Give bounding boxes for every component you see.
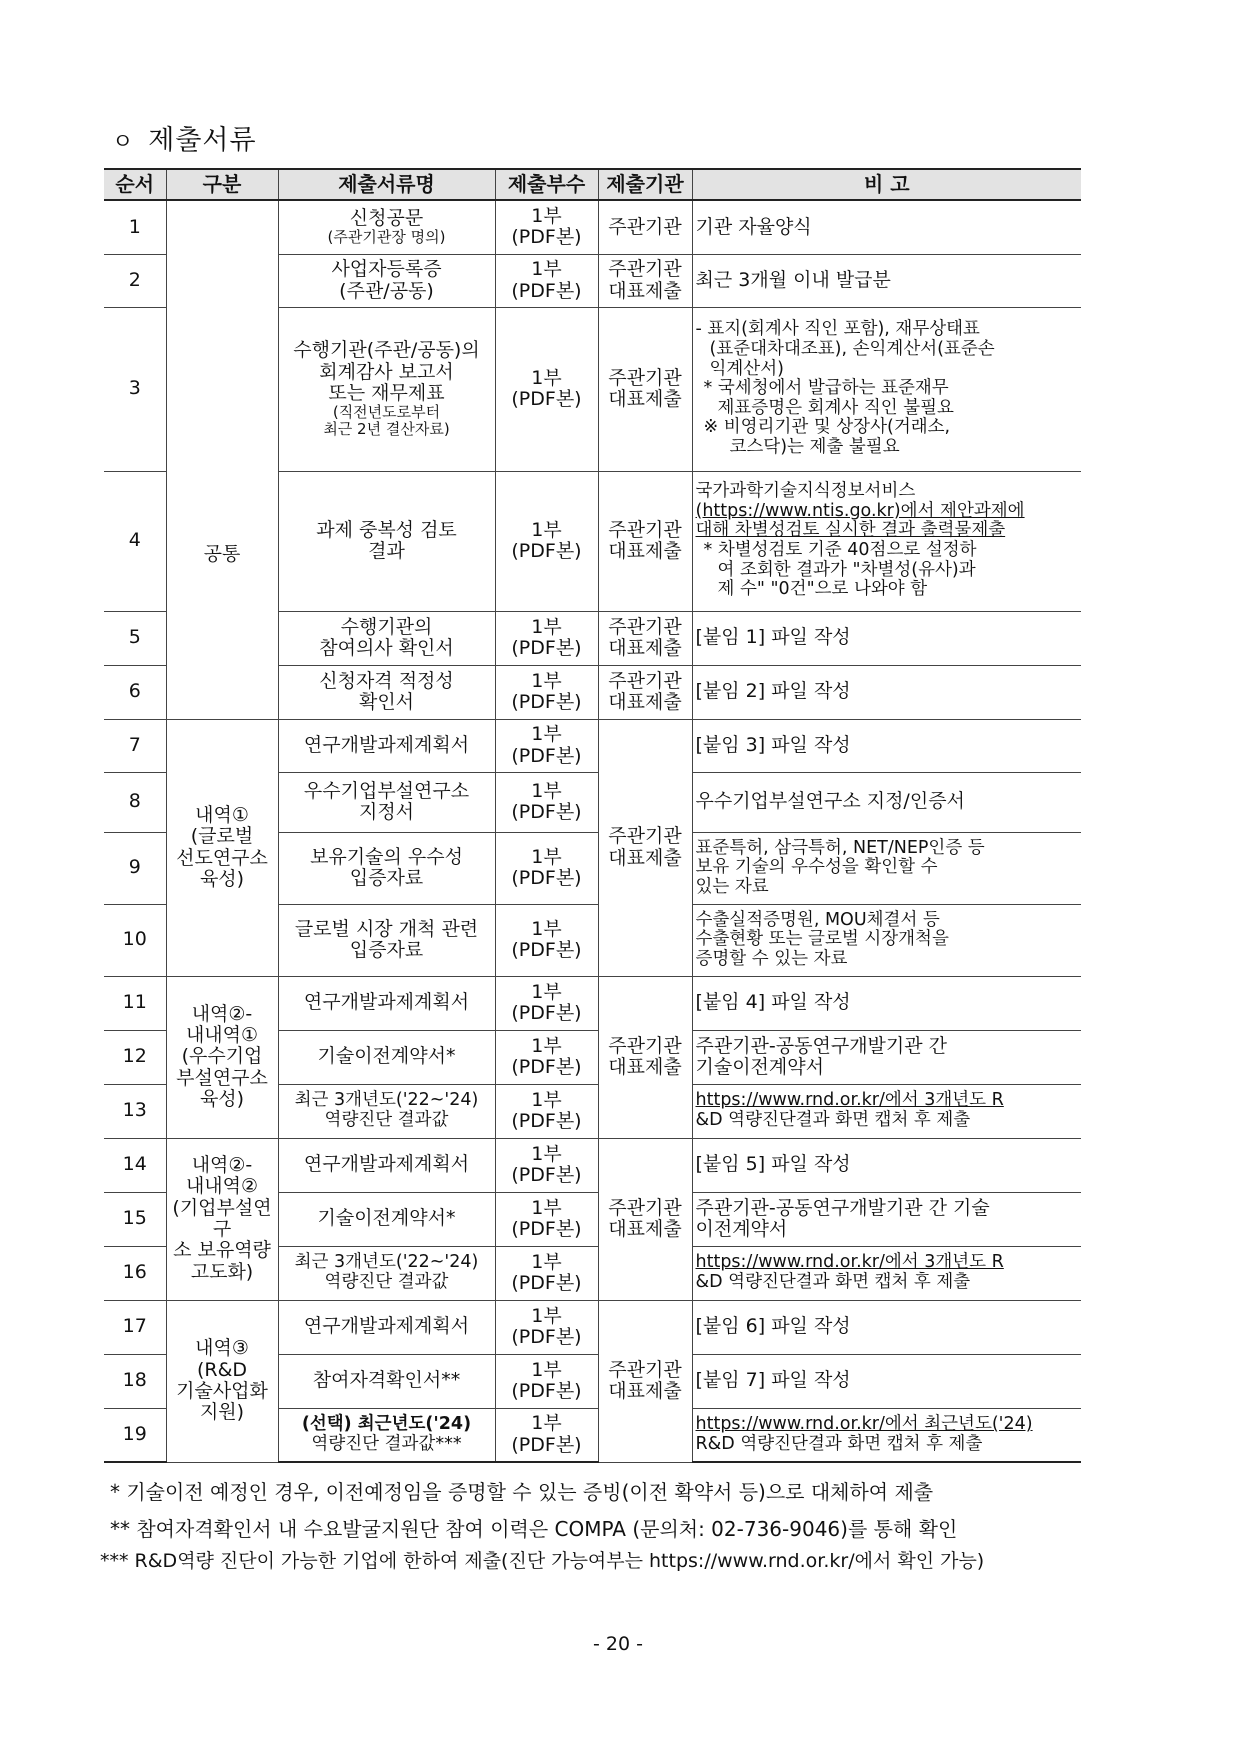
- copies: 1부 (PDF본): [495, 832, 598, 904]
- copies: 1부 (PDF본): [495, 976, 598, 1030]
- document-name: 연구개발과제계획서: [278, 719, 495, 772]
- remarks: [붙임 5] 파일 작성: [692, 1138, 1081, 1192]
- document-name: 최근 3개년도('22~'24) 역량진단 결과값: [278, 1084, 495, 1138]
- submission-documents-table: [104, 168, 1081, 1463]
- remarks: [붙임 4] 파일 작성: [692, 976, 1081, 1030]
- document-name: 과제 중복성 검토 결과: [278, 471, 495, 611]
- table-row: [104, 1300, 1081, 1354]
- footnote-2: ** 참여자격확인서 내 수요발굴지원단 참여 이력은 COMPA (문의처: 02-736-9046)를 통해 확인: [110, 1517, 958, 1541]
- row-number: 8: [104, 772, 166, 832]
- category-group-4: 내역③ (R&D 기술사업화 지원): [166, 1300, 278, 1462]
- submitting-org: 주관기관 대표제출: [598, 1300, 692, 1462]
- row-number: 18: [104, 1354, 166, 1408]
- document-name: 신청자격 적정성 확인서: [278, 665, 495, 719]
- copies: 1부 (PDF본): [495, 1084, 598, 1138]
- remarks: [붙임 7] 파일 작성: [692, 1354, 1081, 1408]
- remarks: - 표지(회계사 직인 포함), 재무상태표 (표준대차대조표), 손익계산서(표준손 익계산서) * 국세청에서 발급하는 표준재무 제표증명은 회계사 직인 불필요 ※ 비영리기관 및 상장사(거래소, 코스닥)는 제출 불필요: [692, 307, 1081, 471]
- row-number: 17: [104, 1300, 166, 1354]
- row-number: 12: [104, 1030, 166, 1084]
- copies: 1부 (PDF본): [495, 665, 598, 719]
- remarks: 주관기관-공동연구개발기관 간 기술 이전계약서: [692, 1192, 1081, 1246]
- copies: 1부 (PDF본): [495, 1138, 598, 1192]
- header-category: 구분: [166, 169, 278, 200]
- submitting-org: 주관기관 대표제출: [598, 611, 692, 665]
- document-name: 기술이전계약서*: [278, 1192, 495, 1246]
- remarks: https://www.rnd.or.kr/에서 3개년도 R &D 역량진단결과 화면 캡처 후 제출: [692, 1246, 1081, 1300]
- remarks: [붙임 3] 파일 작성: [692, 719, 1081, 772]
- table-header-row: [104, 169, 1081, 200]
- row-number: 10: [104, 904, 166, 976]
- row-number: 19: [104, 1408, 166, 1462]
- category-group-2: 내역②- 내내역① (우수기업 부설연구소 육성): [166, 976, 278, 1138]
- copies: 1부 (PDF본): [495, 254, 598, 307]
- document-name: 연구개발과제계획서: [278, 1138, 495, 1192]
- category-common: 공통: [166, 200, 278, 719]
- row-number: 3: [104, 307, 166, 471]
- header-remarks: 비 고: [692, 169, 1081, 200]
- copies: 1부 (PDF본): [495, 1408, 598, 1462]
- row-number: 16: [104, 1246, 166, 1300]
- header-copies: 제출부수: [495, 169, 598, 200]
- submitting-org: 주관기관 대표제출: [598, 471, 692, 611]
- submitting-org: 주관기관 대표제출: [598, 254, 692, 307]
- copies: 1부 (PDF본): [495, 1246, 598, 1300]
- remarks: 기관 자율양식: [692, 200, 1081, 254]
- heading-bullet: ㅇ: [112, 130, 135, 155]
- remarks: 우수기업부설연구소 지정/인증서: [692, 772, 1081, 832]
- header-submitting-org: 제출기관: [598, 169, 692, 200]
- row-number: 14: [104, 1138, 166, 1192]
- category-group-1: 내역① (글로벌 선도연구소 육성): [166, 719, 278, 976]
- remarks: 국가과학기술지식정보서비스 (https://www.ntis.go.kr)에서 제안과제에 대해 차별성검토 실시한 결과 출력물제출 * 차별성검토 기준 40점으로 설정하 여 조회한 결과가 "차별성(유사)과 제 수" "0건"으로 나와야 함: [692, 471, 1081, 611]
- document-name: 사업자등록증 (주관/공동): [278, 254, 495, 307]
- row-number: 11: [104, 976, 166, 1030]
- copies: 1부 (PDF본): [495, 719, 598, 772]
- footnote-1: * 기술이전 예정인 경우, 이전예정임을 증명할 수 있는 증빙(이전 확약서 등)으로 대체하여 제출: [110, 1480, 934, 1504]
- table-row: [104, 719, 1081, 772]
- remarks: https://www.rnd.or.kr/에서 3개년도 R &D 역량진단결과 화면 캡처 후 제출: [692, 1084, 1081, 1138]
- copies: 1부 (PDF본): [495, 1300, 598, 1354]
- document-name: 수행기관(주관/공동)의 회계감사 보고서 또는 재무제표 (직전년도로부터 최근 2년 결산자료): [278, 307, 495, 471]
- section-title: 제출서류: [148, 125, 257, 156]
- header-order: 순서: [104, 169, 166, 200]
- row-number: 13: [104, 1084, 166, 1138]
- copies: 1부 (PDF본): [495, 471, 598, 611]
- submitting-org: 주관기관 대표제출: [598, 719, 692, 976]
- remarks: 표준특허, 삼극특허, NET/NEP인증 등 보유 기술의 우수성을 확인할 수 있는 자료: [692, 832, 1081, 904]
- row-number: 9: [104, 832, 166, 904]
- table-row: [104, 1138, 1081, 1192]
- copies: 1부 (PDF본): [495, 611, 598, 665]
- row-number: 4: [104, 471, 166, 611]
- copies: 1부 (PDF본): [495, 200, 598, 254]
- row-number: 2: [104, 254, 166, 307]
- remarks: https://www.rnd.or.kr/에서 최근년도('24) R&D 역량진단결과 화면 캡처 후 제출: [692, 1408, 1081, 1462]
- remarks: [붙임 6] 파일 작성: [692, 1300, 1081, 1354]
- copies: 1부 (PDF본): [495, 1192, 598, 1246]
- remarks: 최근 3개월 이내 발급분: [692, 254, 1081, 307]
- table-row: [104, 200, 1081, 254]
- document-name: (선택) 최근년도('24) 역량진단 결과값***: [278, 1408, 495, 1462]
- footnote-3: *** R&D역량 진단이 가능한 기업에 한하여 제출(진단 가능여부는 https://www.rnd.or.kr/에서 확인 가능): [100, 1550, 985, 1572]
- section-heading: [112, 118, 257, 157]
- remarks: 수출실적증명원, MOU체결서 등 수출현황 또는 글로벌 시장개척을 증명할 수 있는 자료: [692, 904, 1081, 976]
- copies: 1부 (PDF본): [495, 1354, 598, 1408]
- copies: 1부 (PDF본): [495, 307, 598, 471]
- document-name: 최근 3개년도('22~'24) 역량진단 결과값: [278, 1246, 495, 1300]
- document-name: 연구개발과제계획서: [278, 1300, 495, 1354]
- submitting-org: 주관기관 대표제출: [598, 307, 692, 471]
- row-number: 6: [104, 665, 166, 719]
- document-name: 참여자격확인서**: [278, 1354, 495, 1408]
- document-name: 수행기관의 참여의사 확인서: [278, 611, 495, 665]
- remarks: 주관기관-공동연구개발기관 간 기술이전계약서: [692, 1030, 1081, 1084]
- submitting-org: 주관기관 대표제출: [598, 1138, 692, 1300]
- document-name: 연구개발과제계획서: [278, 976, 495, 1030]
- row-number: 5: [104, 611, 166, 665]
- document-name: 신청공문 (주관기관장 명의): [278, 200, 495, 254]
- remarks: [붙임 2] 파일 작성: [692, 665, 1081, 719]
- submitting-org: 주관기관: [598, 200, 692, 254]
- remarks: [붙임 1] 파일 작성: [692, 611, 1081, 665]
- page-number: - 20 -: [593, 1633, 643, 1655]
- row-number: 15: [104, 1192, 166, 1246]
- document-name: 기술이전계약서*: [278, 1030, 495, 1084]
- row-number: 7: [104, 719, 166, 772]
- copies: 1부 (PDF본): [495, 772, 598, 832]
- copies: 1부 (PDF본): [495, 904, 598, 976]
- document-name: 글로벌 시장 개척 관련 입증자료: [278, 904, 495, 976]
- document-name: 보유기술의 우수성 입증자료: [278, 832, 495, 904]
- submitting-org: 주관기관 대표제출: [598, 976, 692, 1138]
- table-row: [104, 976, 1081, 1030]
- document-name: 우수기업부설연구소 지정서: [278, 772, 495, 832]
- submitting-org: 주관기관 대표제출: [598, 665, 692, 719]
- row-number: 1: [104, 200, 166, 254]
- category-group-3: 내역②- 내내역② (기업부설연구 소 보유역량 고도화): [166, 1138, 278, 1300]
- header-document-name: 제출서류명: [278, 169, 495, 200]
- copies: 1부 (PDF본): [495, 1030, 598, 1084]
